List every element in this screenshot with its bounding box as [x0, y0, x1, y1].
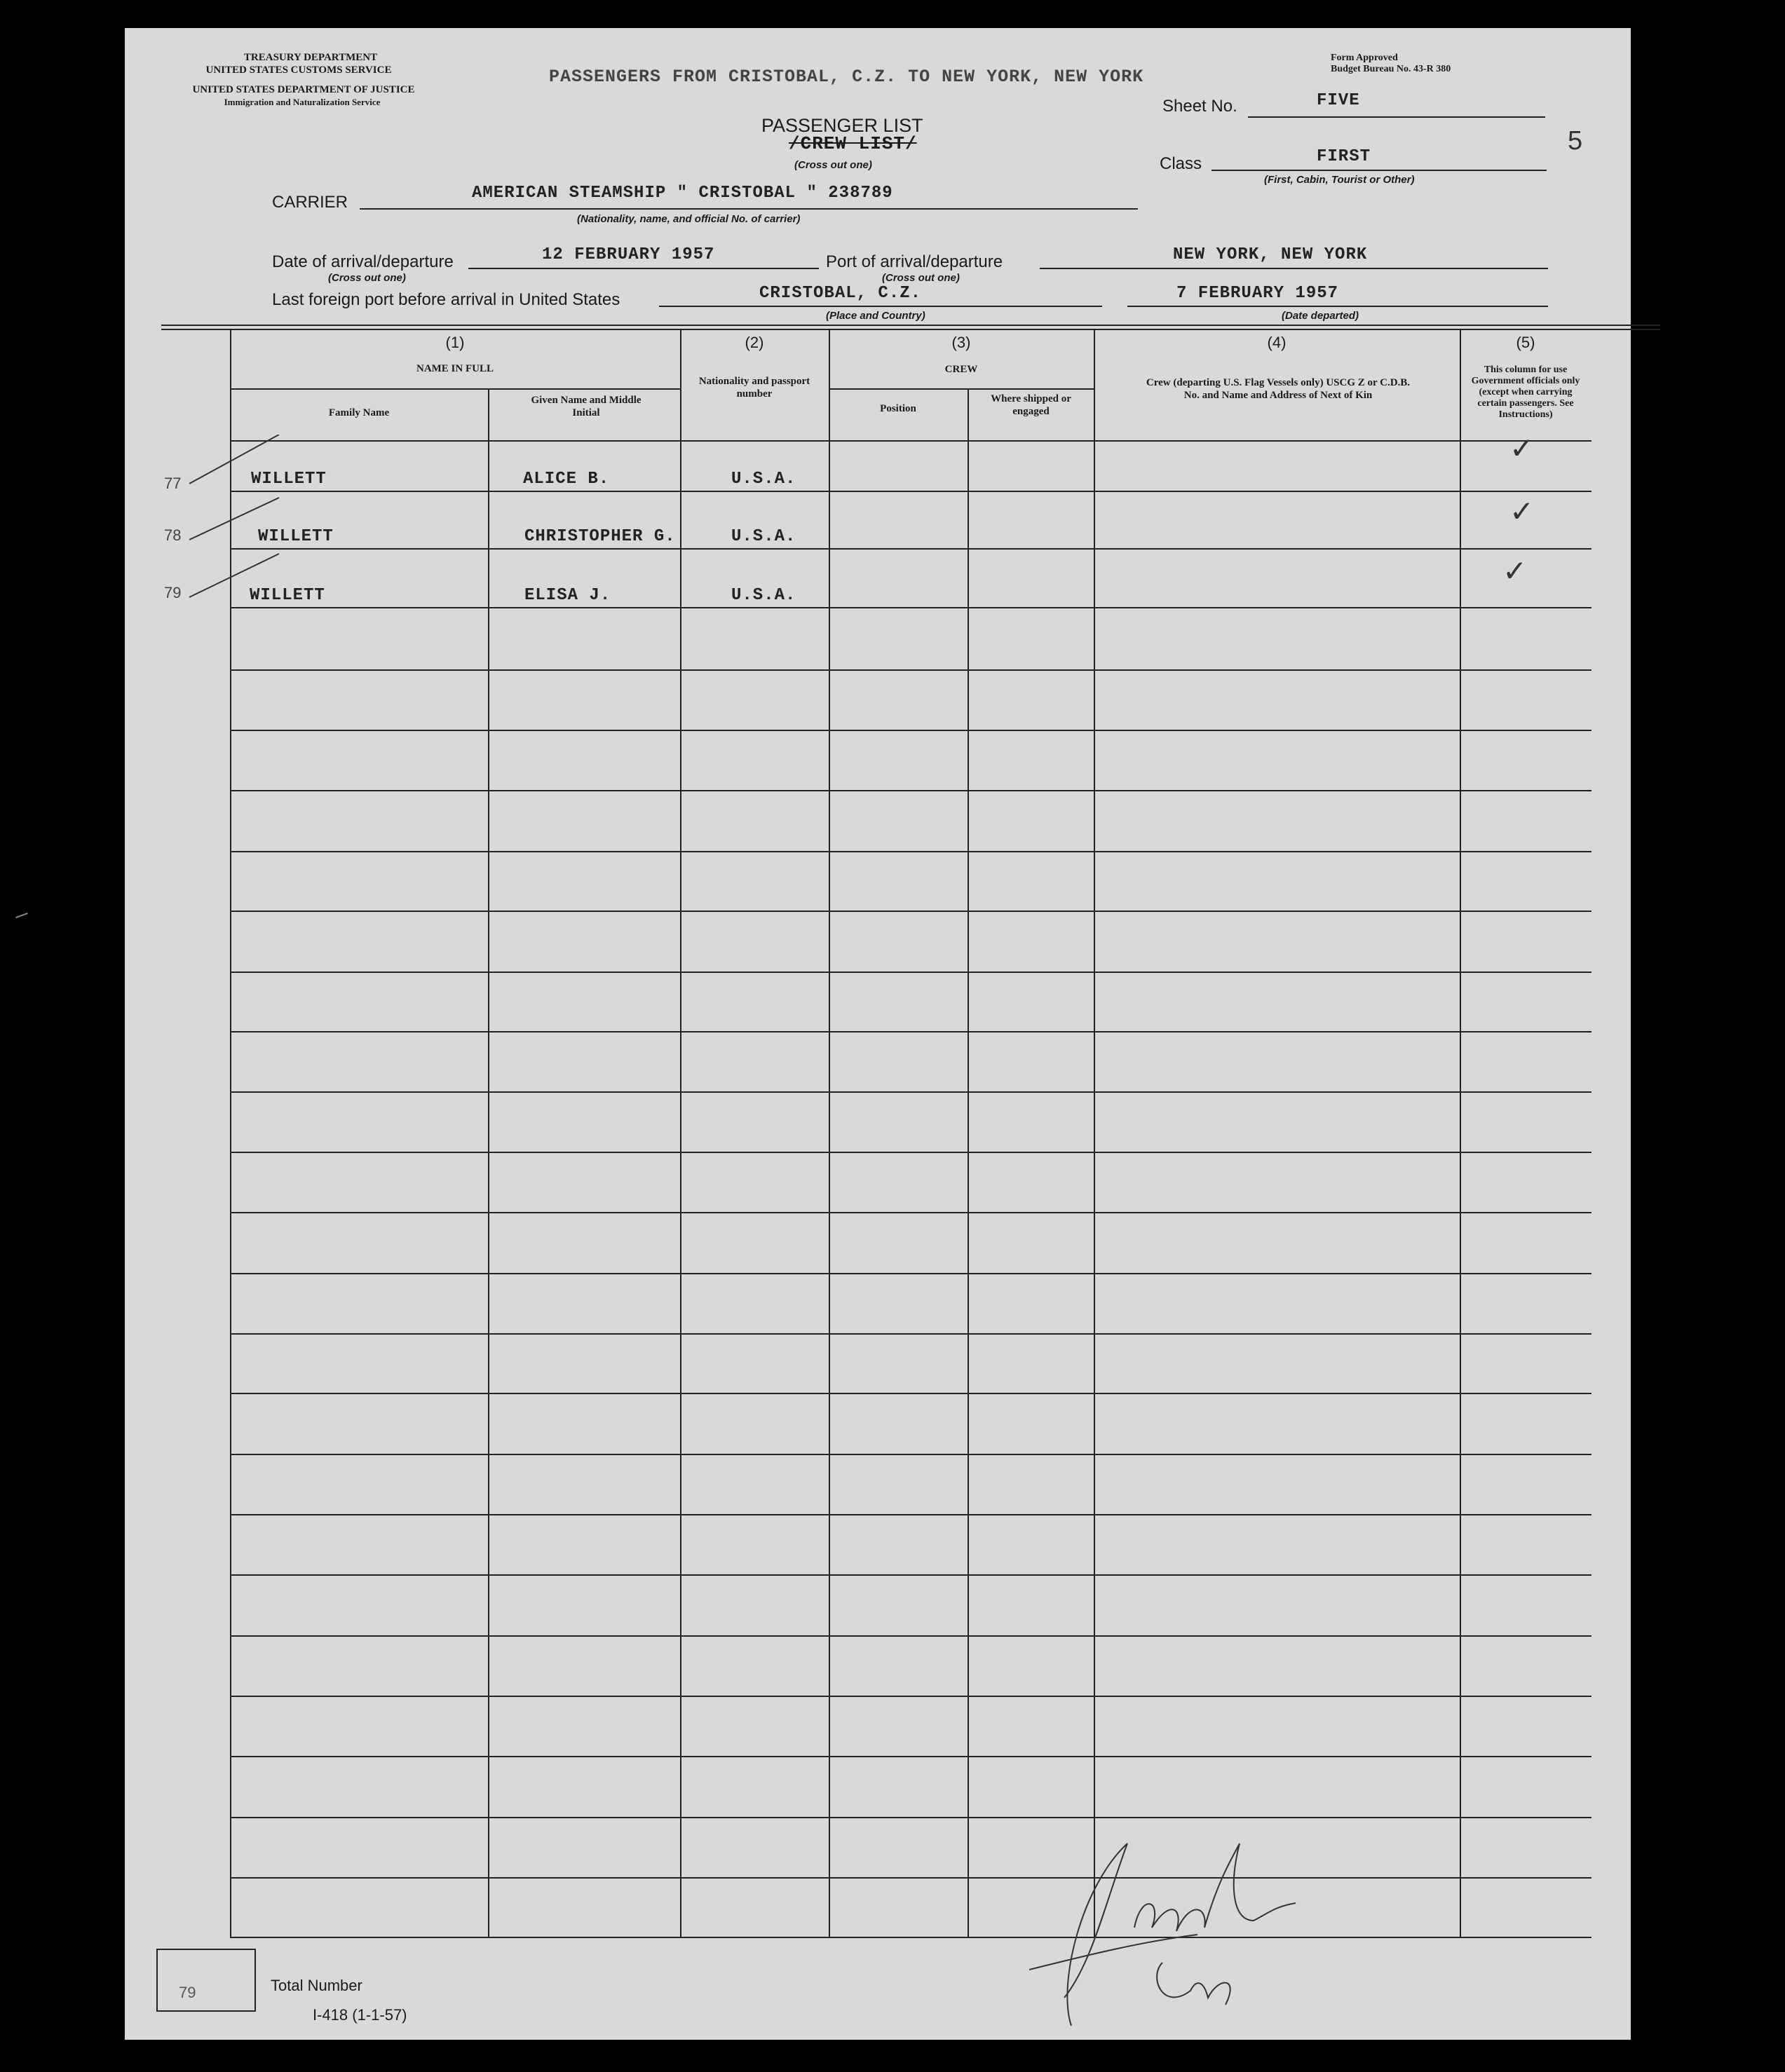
given-name: CHRISTOPHER G. — [524, 527, 676, 546]
sheet-label: Sheet No. — [1162, 97, 1237, 116]
scan-artifact — [15, 913, 28, 918]
class-underline — [1212, 170, 1547, 171]
col1b-title: Given Name and Middle Initial — [531, 395, 642, 418]
departed-value: 7 FEBRUARY 1957 — [1176, 284, 1339, 303]
total-number-label: Total Number — [271, 1977, 362, 1994]
class-label: Class — [1160, 154, 1202, 173]
row-number: 79 — [164, 584, 182, 601]
check-mark-icon: ✓ — [1502, 554, 1528, 588]
row-line — [230, 851, 1591, 852]
family-name: WILLETT — [250, 586, 325, 605]
class-value: FIRST — [1317, 147, 1371, 166]
col2-title: Nationality and passport number — [698, 376, 810, 400]
form-number: I-418 (1-1-57) — [313, 2006, 407, 2024]
port-underline — [1040, 268, 1548, 269]
row-line — [230, 1514, 1591, 1515]
agency-line2: UNITED STATES CUSTOMS SERVICE — [205, 64, 392, 76]
row-line — [230, 491, 1591, 492]
given-name: ALICE B. — [523, 470, 610, 489]
port-note: (Cross out one) — [882, 272, 960, 284]
col-line-3a-3b — [968, 388, 969, 1938]
col-line-family-given — [488, 388, 489, 1938]
departed-underline — [1127, 306, 1548, 307]
nationality: U.S.A. — [731, 586, 796, 605]
sheet-underline — [1248, 116, 1545, 118]
date-note: (Cross out one) — [328, 272, 406, 284]
last-port-label: Last foreign port before arrival in United States — [272, 290, 620, 309]
row-line — [230, 1212, 1591, 1213]
header-bottom-rule — [230, 440, 1591, 442]
row-line — [230, 1574, 1591, 1576]
carrier-note: (Nationality, name, and official No. of carrier) — [577, 213, 801, 225]
nationality: U.S.A. — [731, 470, 796, 489]
col1-title: NAME IN FULL — [416, 363, 494, 374]
col3-number: (3) — [951, 334, 971, 351]
row-line — [230, 972, 1591, 973]
signature — [1029, 1815, 1331, 2040]
col3b-title: Where shipped or engaged — [991, 393, 1071, 417]
col1-number: (1) — [445, 334, 465, 351]
family-name: WILLETT — [258, 527, 334, 546]
family-name: WILLETT — [251, 470, 327, 489]
carrier-value: AMERICAN STEAMSHIP " CRISTOBAL " 238789 — [472, 184, 893, 203]
row-line — [230, 1333, 1591, 1335]
agency-line1: TREASURY DEPARTMENT — [243, 52, 378, 63]
row-line — [230, 790, 1591, 791]
total-number-value: 79 — [179, 1984, 196, 2001]
nationality: U.S.A. — [731, 527, 796, 546]
col2-number: (2) — [745, 334, 764, 351]
class-note: (First, Cabin, Tourist or Other) — [1264, 174, 1415, 186]
row-line — [230, 730, 1591, 731]
row-line — [230, 1273, 1591, 1274]
passenger-list-title: PASSENGER LIST — [761, 115, 923, 136]
crew-list-title: /CREW LIST/ — [789, 133, 917, 154]
col1-header-rule — [230, 388, 680, 390]
given-name: ELISA J. — [524, 586, 611, 605]
row-line — [230, 607, 1591, 608]
col4-title: Crew (departing U.S. Flag Vessels only) USCG Z or C.D.B. No. and Name and Address of Next of Kin — [1146, 377, 1411, 401]
cross-out-note: (Cross out one) — [794, 159, 872, 171]
col3a-title: Position — [880, 403, 916, 414]
last-port-underline — [659, 306, 1102, 307]
last-port-note: (Place and Country) — [826, 310, 925, 322]
last-port-value: CRISTOBAL, C.Z. — [759, 284, 922, 303]
date-value: 12 FEBRUARY 1957 — [542, 245, 715, 264]
row-line — [230, 1393, 1591, 1394]
row-line — [230, 1152, 1591, 1153]
row-line — [230, 1696, 1591, 1697]
page-number: 5 — [1568, 126, 1583, 156]
check-mark-icon: ✓ — [1509, 431, 1535, 465]
form-approved-line1: Form Approved — [1331, 53, 1398, 63]
col1a-title: Family Name — [328, 407, 390, 418]
col5-number: (5) — [1516, 334, 1535, 351]
row-line — [230, 548, 1591, 550]
row-line — [230, 1817, 1591, 1818]
table-top-rule-1 — [161, 325, 1660, 326]
form-approved-line2: Budget Bureau No. 43-R 380 — [1331, 64, 1451, 74]
row-number: 78 — [164, 526, 182, 544]
date-underline — [468, 268, 819, 269]
row-line — [230, 1091, 1591, 1093]
row-line — [230, 911, 1591, 912]
col3-header-rule — [829, 388, 1094, 390]
col5-title: This column for use Government officials only (except when carrying certain passengers. See Instructions) — [1471, 364, 1580, 420]
row-line — [230, 1454, 1591, 1455]
col4-number: (4) — [1267, 334, 1287, 351]
date-label: Date of arrival/departure — [272, 252, 454, 271]
form-sheet — [125, 28, 1631, 2040]
row-line — [230, 1635, 1591, 1637]
carrier-label: CARRIER — [272, 193, 348, 212]
table-bottom-rule — [230, 1937, 1591, 1938]
check-mark-icon: ✓ — [1509, 494, 1535, 529]
row-line — [230, 1756, 1591, 1757]
departed-note: (Date departed) — [1282, 310, 1359, 322]
row-line — [230, 669, 1591, 671]
total-number-box — [156, 1949, 256, 2012]
sheet-value: FIVE — [1317, 91, 1360, 110]
typed-heading: PASSENGERS FROM CRISTOBAL, C.Z. TO NEW YORK, NEW YORK — [549, 67, 1144, 87]
row-line — [230, 1877, 1591, 1879]
col3-title: CREW — [944, 364, 978, 375]
port-value: NEW YORK, NEW YORK — [1173, 245, 1368, 264]
row-line — [230, 1031, 1591, 1032]
carrier-underline — [360, 208, 1138, 210]
row-number: 77 — [164, 475, 182, 492]
handwritten-tick-marks — [188, 435, 286, 610]
agency-line4: Immigration and Naturalization Service — [224, 97, 381, 107]
port-label: Port of arrival/departure — [826, 252, 1003, 271]
table-top-rule-2 — [161, 329, 1660, 330]
agency-line3: UNITED STATES DEPARTMENT OF JUSTICE — [192, 84, 415, 95]
